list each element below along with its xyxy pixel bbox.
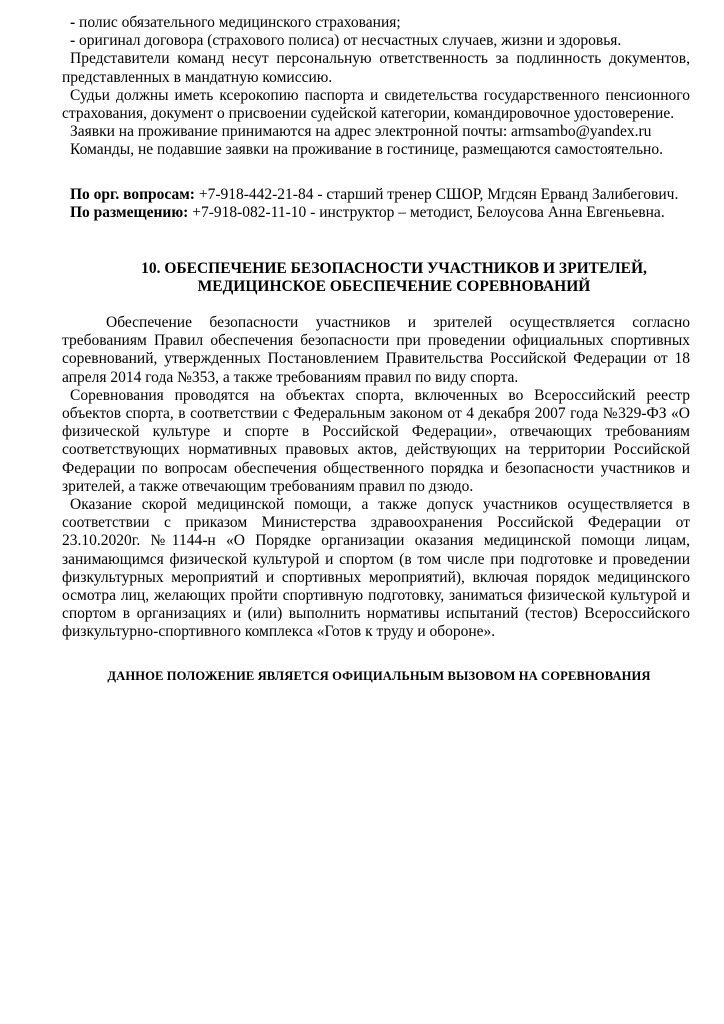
official-call-note: ДАННОЕ ПОЛОЖЕНИЕ ЯВЛЯЕТСЯ ОФИЦИАЛЬНЫМ ВЫЗОВОМ НА СОРЕВНОВАНИЯ [107,668,651,683]
spacer [62,222,690,252]
section-title [62,260,690,296]
document-page [62,14,690,684]
contact-label: По орг. вопросам: [70,185,195,203]
list-dash: - [70,32,76,50]
paragraph-self-accommodation: Команды, не подавшие заявки на проживание в гостинице, размещаются самостоятельно. [70,141,663,159]
spacer [62,296,690,314]
paragraph-accommodation-requests: Заявки на проживание принимаются на адрес электронной почты: armsambo@yandex.ru [70,123,652,141]
section-title-line: МЕДИЦИНСКОЕ ОБЕСПЕЧЕНИЕ СОРЕВНОВАНИЙ [197,278,591,296]
list-item-text: оригинал договора (страхового полиса) от несчастных случаев, жизни и здоровья. [75,32,622,50]
spacer [62,252,690,260]
paragraph-safety-rules: Обеспечение безопасности участников и зрителей осуществляется согласно требованиям Правил обеспечения безопасности при проведении официальных спортивных соревнований, утвержденных Постановлением Правительства Российской Федерации от 18 апреля 2014 года №353, а также требованиям правил по виду спорта. [62,314,690,386]
contact-text: +7-918-442-21-84 - старший тренер СШОР, Мгдсян Ерванд Залибегович. [194,185,679,203]
list-item-insurance-policy [62,14,690,32]
paragraph-representatives: Представители команд несут персональную ответственность за подлинность документов, представленных в мандатную комиссию. [62,50,690,86]
contact-org-questions [62,186,690,204]
list-item-accident-contract [62,32,690,50]
contact-label: По размещению: [70,203,189,221]
contact-placement [62,204,690,222]
spacer [62,178,690,186]
contact-text: +7-918-082-11-10 - инструктор – методист, Белоусова Анна Евгеньевна. [188,203,665,221]
section-title-line: 10. ОБЕСПЕЧЕНИЕ БЕЗОПАСНОСТИ УЧАСТНИКОВ И ЗРИТЕЛЕЙ, [141,260,647,278]
list-item-text: полис обязательного медицинского страхования; [75,14,401,31]
paragraph-judges: Судьи должны иметь ксерокопию паспорта и свидетельства государственного пенсионного страхования, документ о присвоении судейской категории, командировочное удостоверение. [62,86,690,123]
spacer [62,160,690,178]
paragraph-medical-care: Оказание скорой медицинской помощи, а также допуск участников осуществляется в соответствии с приказом Министерства здравоохранения Российской Федерации от 23.10.2020г. №1144-н «О Порядке организации оказания медицинской помощи лицам, занимающимся физической культурой и спортом (в том числе при подготовке и проведении физкультурных мероприятий и спортивных мероприятий), включая порядок медицинского осмотра лиц, желающих пройти спортивную подготовку, заниматься физической культурой и спортом в организациях и (или) выполнить нормативы испытаний (тестов) Всероссийского физкультурно-спортивного комплекса «Готов к труду и обороне». [62,496,690,641]
list-dash: - [70,14,76,31]
paragraph-sports-facilities: Соревнования проводятся на объектах спорта, включенных во Всероссийский реестр объектов спорта, в соответствии с Федеральным законом от 4 декабря 2007 года №329-ФЗ «О физической культуре и спорте в Российской Федерации», отвечающих требованиям соответствующих нормативных правовых актов, действующих на территории Российской Федерации по вопросам обеспечения общественного порядка и безопасности участников и зрителей, а также отвечающим требованиям правил по дзюдо. [62,386,690,495]
